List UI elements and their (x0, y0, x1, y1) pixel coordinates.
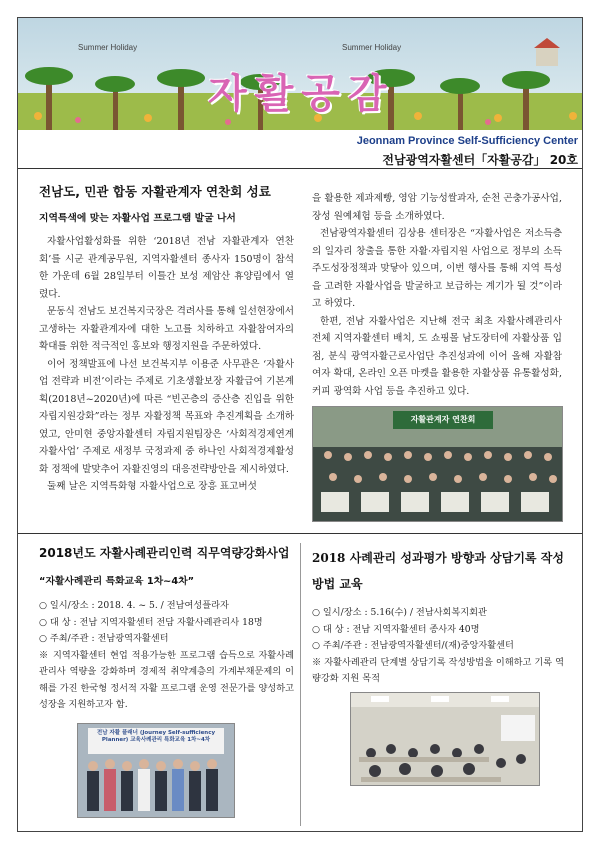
classroom-photo (350, 692, 540, 786)
newsletter-title: 자활공감 (208, 71, 395, 117)
article2-host: ○ 주최/주관 : 전남광역자활센터 (39, 633, 169, 644)
article3 (312, 545, 564, 688)
article3-host: ○ 주최/주관 : 전남광역자활센터/(재)중앙자활센터 (312, 640, 514, 651)
article1-paragraph: 자활사업활성화를 위한 ‘2018년 전남 자활관계자 연찬회’를 시군 관계공무원, 지역자활센터 종사자 150명이 참석한 가운데 6월 28일부터 이틀간 보성 제암산 휴양림에서 열렸다. (39, 236, 294, 300)
article3-note: ※ 자활사례관리 단계별 상담기록 작성방법을 이해하고 기록 역량강화 지원 목적 (312, 656, 564, 684)
article1-right-column (312, 190, 562, 400)
article1-paragraph: 문동식 전남도 보건복지국장은 격려사를 통해 일선현장에서 고생하는 자활관계자에 대한 노고를 치하하고 자활참여자의 확대를 위한 적극적인 홍보와 행정지원을 주문하였다. (39, 306, 294, 352)
article1-paragraph: 한편, 전남 자활사업은 지난해 전국 최초 자활사례관리사 전체 지역자활센터 배치, 도 쇼핑몰 남도장터에 자활상품 입점, 분식 광역자활근로사업단 추진성과에 이어 올해 자활참여자 확대, 온라인 오픈 마켓을 활용한 자활상품 유통활성화, 커피 광역화 사업 등을 추진하고 있다. (312, 315, 562, 397)
summer-label: Summer Holiday (78, 43, 138, 52)
article2-note: ※ 지역자활센터 현업 적용가능한 프로그램 습득으로 자활사례관리사 역량을 강화하며 경제적 취약계층의 가계부채문제의 이해를 가진 한국형 정서적 자활 프로그램 운영 전문가를 양성하고 성장을 지원하고자 함. (39, 649, 294, 710)
divider (18, 533, 582, 534)
center-name-korean: 전남광역자활센터「자활공감」 20호 (382, 153, 578, 167)
group-photo-training (77, 723, 235, 818)
divider (18, 168, 582, 169)
article1-paragraph: 이어 정책발표에 나선 보건복지부 이용준 사무관은 ‘자활사업 전략과 비전’이라는 주제로 기초생활보장 자활급여 기본계획(2018년~2020년)에 따른 “빈곤층의 증산층 진입을 위한 자립지원강화”라는 정부 자활정책 목표와 추진계획을 소개하였고, 안미현 중앙자활센터 자립지원팀장은 ‘사회적경제연계 자활사업’ 주제로 새정부 국정과제 중 하나인 사회적경제활성화 정책에 발맞추어 자활진영의 대응전략방안을 제시하였다. (39, 358, 294, 475)
article1-paragraph: 둘째 날은 지역특화형 자활사업으로 장흥 표고버섯 (47, 481, 257, 492)
article2-target: ○ 대 상 : 전남 지역자활센터 전담 자활사례관리사 18명 (39, 616, 263, 628)
article2-subtitle: “자활사례관리 특화교육 1차~4차” (39, 575, 195, 587)
article3-target: ○ 대 상 : 전남 지역자활센터 종사자 40명 (312, 623, 480, 635)
article2-date-place: ○ 일시/장소 : 2018. 4. ~ 5. / 전남여성플라자 (39, 600, 229, 611)
article3-date-place: ○ 일시/장소 : 5.16(수) / 전남사회복지회관 (312, 607, 487, 618)
column-divider (300, 543, 301, 826)
group-photo-workshop (312, 406, 563, 522)
article3-title: 2018 사례관리 성과평가 방향과 상담기록 작성방법 교육 (312, 551, 564, 591)
photo-banner-text: 전남 자활 플래너 (Journey Self-sufficiency Planner) 교육사례관리 특화교육 1차~4차 (96, 730, 216, 743)
article1-paragraph: 전남광역자활센터 김상용 센터장은 “자활사업은 저소득층의 일자리 창출을 통한 자활·자립지원 사업으로 정부의 소득주도성장정책과 맞닿아 있으며, 이번 행사를 통해 지역 특성을 고려한 자활사업을 발굴하고 보급하는 계기가 될 것”이라고 하였다. (312, 228, 562, 309)
article1-left-column (39, 183, 294, 496)
article2-title: 2018년도 자활사례관리인력 직무역량강화사업 (39, 546, 290, 560)
photo-banner-text: 자활관계자 연찬회 (410, 415, 476, 424)
summer-label: Summer Holiday (342, 43, 402, 52)
center-name-english: Jeonnam Province Self-Sufficiency Center (356, 135, 578, 147)
article1-subtitle: 지역특색에 맞는 자활사업 프로그램 발굴 나서 (39, 212, 236, 224)
article1-title: 전남도, 민관 합동 자활관계자 연찬회 성료 (39, 184, 271, 199)
article2 (39, 545, 294, 714)
header-banner (18, 18, 582, 130)
article1-paragraph: 을 활용한 제과제빵, 영암 기능성쌀과자, 순천 곤충가공사업, 장성 원예체험 등을 소개하였다. (312, 193, 562, 222)
